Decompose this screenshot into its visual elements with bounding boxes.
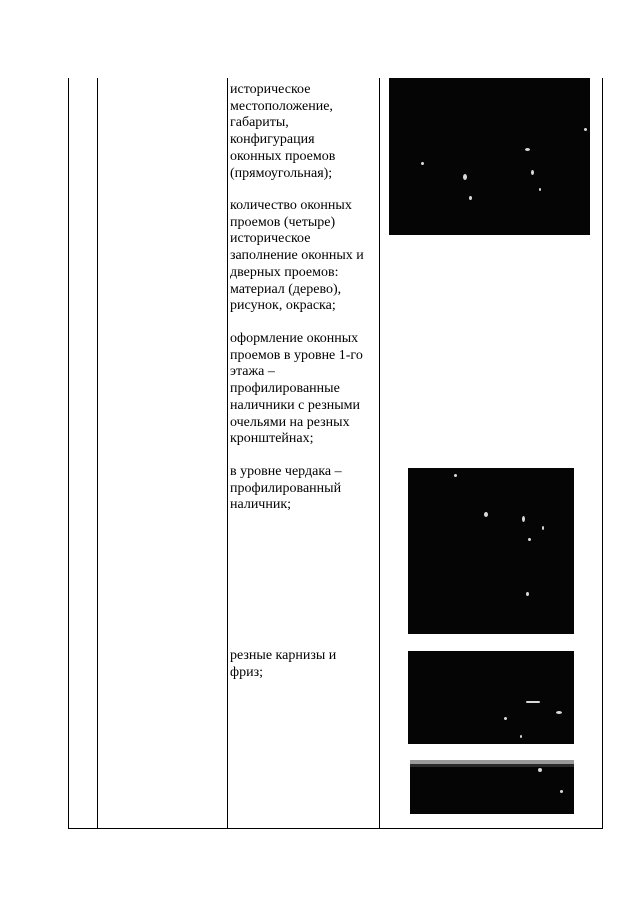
photo-attic-window-trim (408, 468, 574, 634)
description-cornices-frieze: резные карнизы и фриз; (230, 648, 337, 680)
table-border-left (68, 78, 69, 829)
table-column-divider-1 (97, 78, 98, 829)
photo-facade-windows (389, 78, 590, 235)
table-border-right (602, 78, 603, 829)
table-column-divider-3 (379, 78, 380, 829)
photo-carved-cornice (408, 651, 574, 744)
description-location-dimensions: историческое местоположение, габариты, конфигурация оконных проемов (прямоугольная); (230, 82, 336, 181)
description-window-count-filling: количество оконных проемов (четыре) историческое заполнение оконных и дверных проемов: материал (дерево), рисунок, окраска; (230, 198, 364, 314)
description-attic-trim: в уровне чердака – профилированный наличник; (230, 464, 342, 513)
photo-carved-frieze (410, 760, 574, 814)
table-bottom-border (68, 828, 603, 829)
table-column-divider-2 (227, 78, 228, 829)
description-ground-floor-trims: оформление оконных проемов в уровне 1-го этажа – профилированные наличники с резными очельями на резных кронштейнах; (230, 331, 363, 447)
